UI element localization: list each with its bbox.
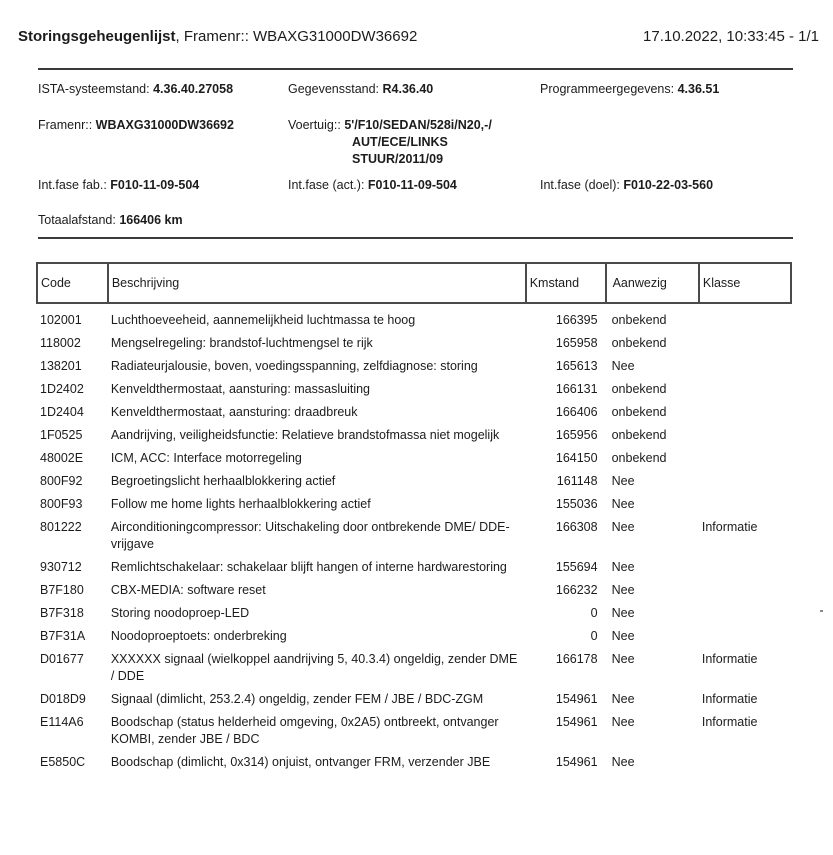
table-header-row (37, 263, 791, 303)
table-row (37, 602, 791, 625)
cell-kmstand: 154961 (555, 692, 598, 706)
cell-klasse: Informatie (701, 692, 758, 706)
cell-klasse: Informatie (701, 652, 758, 666)
cell-beschrijving: Aandrijving, veiligheidsfunctie: Relatieve brandstofmassa niet mogelijk (110, 428, 500, 442)
divider-top (38, 68, 793, 70)
cell-aanwezig: Nee (611, 692, 635, 706)
cell-kmstand: 0 (590, 606, 598, 620)
document-header (18, 28, 819, 45)
divider-middle (38, 237, 793, 239)
cell-aanwezig: onbekend (611, 451, 667, 465)
cell-code: 930712 (40, 560, 82, 574)
prog-label: Programmeergegevens: (540, 82, 675, 96)
cell-code: 800F93 (40, 497, 83, 511)
cell-kmstand: 166232 (555, 583, 598, 597)
cell-klasse: Informatie (701, 520, 758, 534)
cell-klasse (699, 556, 791, 579)
cell-klasse (699, 602, 791, 625)
header-datetime-page: 17.10.2022, 10:33:45 - 1/1 (643, 28, 819, 45)
cell-aanwezig: onbekend (611, 428, 667, 442)
cell-code: 1D2404 (40, 405, 84, 419)
cell-aanwezig: Nee (611, 715, 635, 729)
cell-kmstand: 166395 (555, 313, 598, 327)
cell-kmstand: 0 (590, 629, 598, 643)
cell-klasse (699, 332, 791, 355)
cell-code: 1F0525 (40, 428, 83, 442)
cell-aanwezig: Nee (611, 755, 635, 769)
cell-beschrijving: ICM, ACC: Interface motorregeling (110, 451, 302, 465)
table-row (37, 711, 791, 751)
table-row (37, 378, 791, 401)
cell-code: 102001 (40, 313, 82, 327)
cell-aanwezig: onbekend (611, 313, 667, 327)
cell-aanwezig: onbekend (611, 405, 667, 419)
table-row (37, 303, 791, 332)
cell-klasse (699, 424, 791, 447)
header-title-block (18, 28, 417, 45)
cell-aanwezig: Nee (611, 497, 635, 511)
prog-value: 4.36.51 (677, 82, 720, 96)
fase-doel-label: Int.fase (doel): (540, 178, 620, 192)
table-body (37, 303, 791, 774)
cell-aanwezig: Nee (611, 359, 635, 373)
table-row (37, 648, 791, 688)
framenr (38, 116, 234, 134)
cell-beschrijving: Begroetingslicht herhaalblokkering actief (110, 474, 336, 488)
cell-kmstand: 154961 (555, 715, 598, 729)
cell-beschrijving: Kenveldthermostaat, aansturing: draadbreuk (110, 405, 358, 419)
framenr-label: Framenr:: (38, 118, 93, 132)
cell-kmstand: 161148 (556, 474, 598, 488)
cell-kmstand: 166308 (555, 520, 598, 534)
voertuig-line-3: STUUR/2011/09 (352, 152, 444, 166)
cell-aanwezig: Nee (611, 652, 635, 666)
cell-klasse (699, 447, 791, 470)
cell-beschrijving: Kenveldthermostaat, aansturing: massasluiting (110, 382, 370, 396)
cell-beschrijving: Airconditioningcompressor: Uitschakeling door ontbrekende DME/ DDE-vrijgave (110, 520, 510, 551)
col-header-kmstand: Kmstand (526, 263, 606, 303)
table-row (37, 556, 791, 579)
cell-beschrijving: Signaal (dimlicht, 253.2.4) ongeldig, zender FEM / JBE / BDC-ZGM (110, 692, 484, 706)
afstand-value: 166406 km (119, 213, 183, 227)
cell-aanwezig: Nee (611, 560, 635, 574)
table-row (37, 424, 791, 447)
cell-klasse (699, 625, 791, 648)
gegevens-label: Gegevensstand: (288, 82, 380, 96)
table-row (37, 688, 791, 711)
cell-code: E5850C (40, 755, 86, 769)
table-row (37, 332, 791, 355)
table-row (37, 355, 791, 378)
cell-beschrijving: Mengselregeling: brandstof-luchtmengsel te rijk (110, 336, 373, 350)
cell-aanwezig: onbekend (611, 382, 667, 396)
cell-code: B7F318 (40, 606, 84, 620)
cell-klasse: Informatie (701, 715, 758, 729)
voertuig-line-2: AUT/ECE/LINKS (352, 135, 448, 149)
cell-aanwezig: Nee (611, 474, 635, 488)
fault-memory-table (36, 262, 792, 774)
cell-beschrijving: Remlichtschakelaar: schakelaar blijft hangen of interne hardwarestoring (110, 560, 507, 574)
cell-beschrijving: Boodschap (status helderheid omgeving, 0x2A5) ontbreekt, ontvanger KOMBI, zender JBE / BDC (110, 715, 499, 746)
table-row (37, 470, 791, 493)
ista-value: 4.36.40.27058 (153, 82, 234, 96)
table-row (37, 625, 791, 648)
col-header-aanwezig: Aanwezig (606, 263, 699, 303)
fase-act-label: Int.fase (act.): (288, 178, 365, 192)
cell-aanwezig: Nee (611, 606, 635, 620)
cell-klasse (699, 751, 791, 774)
table-row (37, 447, 791, 470)
cell-kmstand: 166178 (555, 652, 598, 666)
table-row (37, 516, 791, 556)
int-fase-act (288, 176, 457, 194)
cell-kmstand: 165956 (555, 428, 598, 442)
cell-klasse (699, 401, 791, 424)
cell-beschrijving: Boodschap (dimlicht, 0x314) onjuist, ontvanger FRM, verzender JBE (110, 755, 491, 769)
fase-fab-label: Int.fase fab.: (38, 178, 107, 192)
cell-code: 48002E (40, 451, 84, 465)
col-header-code: Code (37, 263, 108, 303)
cell-klasse (699, 470, 791, 493)
cell-code: 118002 (40, 336, 81, 350)
voertuig-line-1: 5'/F10/SEDAN/528i/N20,-/ (344, 118, 492, 132)
ista-label: ISTA-systeemstand: (38, 82, 150, 96)
cell-klasse (699, 579, 791, 602)
cell-beschrijving: XXXXXX signaal (wielkoppel aandrijving 5, 40.3.4) ongeldig, zender DME / DDE (110, 652, 518, 683)
fase-doel-value: F010-22-03-560 (623, 178, 714, 192)
table-row (37, 493, 791, 516)
cell-kmstand: 154961 (555, 755, 598, 769)
cell-klasse (699, 355, 791, 378)
fase-act-value: F010-11-09-504 (367, 178, 457, 192)
fase-fab-value: F010-11-09-504 (110, 178, 200, 192)
gegevensstand (288, 80, 433, 98)
table-row (37, 401, 791, 424)
cell-aanwezig: onbekend (611, 336, 667, 350)
cell-beschrijving: Follow me home lights herhaalblokkering actief (110, 497, 371, 511)
col-header-beschrijving: Beschrijving (108, 263, 526, 303)
cell-kmstand: 155694 (555, 560, 598, 574)
voertuig-label: Voertuig:: (288, 118, 341, 132)
cell-kmstand: 164150 (555, 451, 598, 465)
cell-code: D018D9 (40, 692, 86, 706)
cell-kmstand: 165613 (555, 359, 598, 373)
cell-code: B7F180 (40, 583, 84, 597)
cell-aanwezig: Nee (611, 520, 635, 534)
gegevens-value: R4.36.40 (382, 82, 434, 96)
cell-klasse (699, 493, 791, 516)
programmeergegevens (540, 80, 719, 98)
cell-kmstand: 165958 (555, 336, 598, 350)
voertuig (288, 116, 492, 134)
cell-code: 1D2402 (40, 382, 84, 396)
cell-beschrijving: CBX-MEDIA: software reset (110, 583, 266, 597)
table-row (37, 579, 791, 602)
cell-beschrijving: Noodoproeptoets: onderbreking (110, 629, 287, 643)
cell-klasse (699, 303, 791, 332)
cell-beschrijving: Luchthoeveeheid, aannemelijkheid luchtmassa te hoog (110, 313, 416, 327)
table-row (37, 751, 791, 774)
cell-code: E114A6 (40, 715, 84, 729)
cell-code: 800F92 (40, 474, 83, 488)
document-title: Storingsgeheugenlijst (18, 28, 176, 45)
totaalafstand (38, 211, 183, 229)
cell-kmstand: 155036 (555, 497, 598, 511)
cell-code: B7F31A (40, 629, 86, 643)
cell-aanwezig: Nee (611, 583, 635, 597)
cell-code: 801222 (40, 520, 82, 534)
framenr-value: WBAXG31000DW36692 (95, 118, 234, 132)
cell-beschrijving: Storing noodoproep-LED (110, 606, 250, 620)
cell-kmstand: 166131 (555, 382, 598, 396)
afstand-label: Totaalafstand: (38, 213, 116, 227)
cell-aanwezig: Nee (611, 629, 635, 643)
cell-code: D01677 (40, 652, 84, 666)
cell-code: 138201 (40, 359, 82, 373)
int-fase-doel (540, 176, 713, 194)
cell-beschrijving: Radiateurjalousie, boven, voedingsspanning, zelfdiagnose: storing (110, 359, 478, 373)
cell-klasse (699, 378, 791, 401)
ista-version (38, 80, 233, 98)
header-framenr: , Framenr:: WBAXG31000DW36692 (175, 28, 418, 45)
col-header-klasse: Klasse (699, 263, 791, 303)
cell-kmstand: 166406 (555, 405, 598, 419)
scan-speck (820, 610, 823, 612)
int-fase-fab (38, 176, 199, 194)
